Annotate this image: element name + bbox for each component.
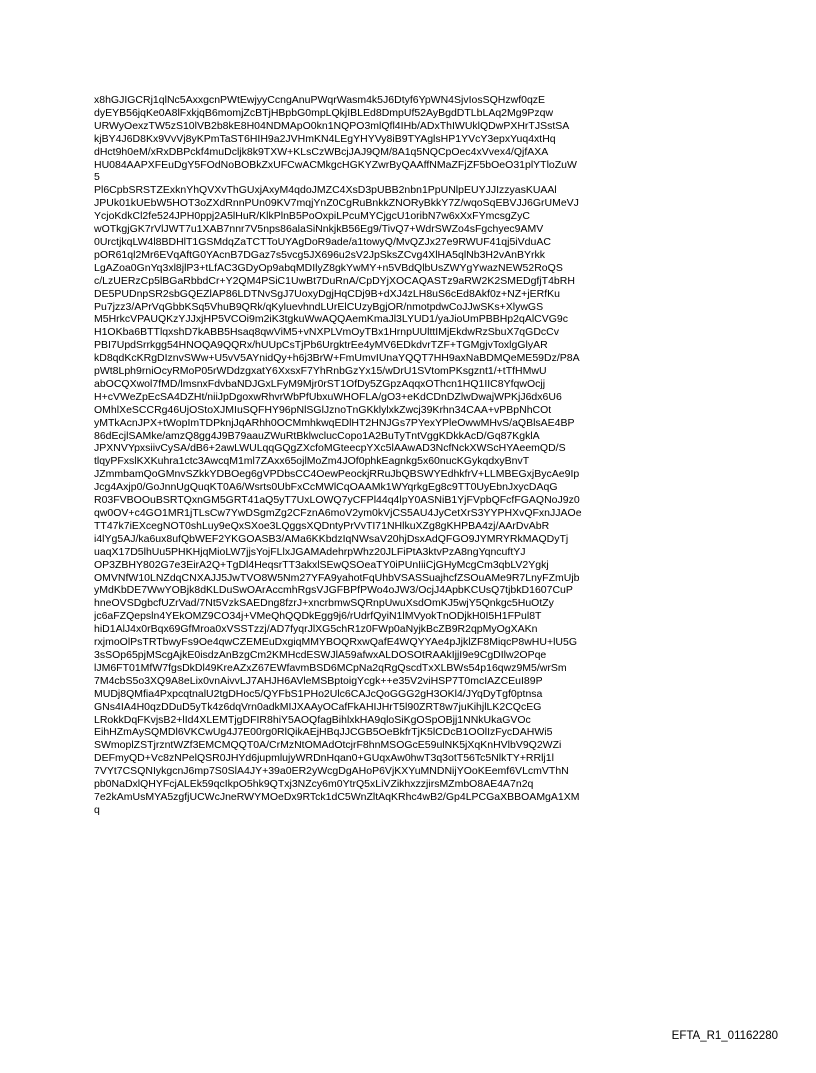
text-line: 7VYt7CSQNIykgcnJ6mp7S0SlA4JY+39a0ER2yWcgDgAHoP6VjKXYuMNDNijYOoKEemf6VLcmVThN bbox=[94, 765, 569, 778]
text-line: 7e2kAmUsMYA5zgfjUCWcJneRWYMOeDx9RTck1dC5WnZltAqKRhc4wB2/Gp4LPCGaXBBOAMgA1XM bbox=[94, 790, 580, 803]
text-line: MUDj8QMfia4PxpcqtnalU2tgDHoc5/QYFbS1PHo2Ulc6CAJcQoGGG2gH3OKl4/JYqDyTgf0ptnsa bbox=[94, 687, 543, 700]
text-line: 86dEcjlSAMke/amzQ8gg4J9B79aauZWuRtBklwclucCopo1A2BuTyTntVggKDkkAcD/Gq87KgklA bbox=[94, 429, 540, 442]
text-line: LgAZoa0GnYq3xl8jlP3+tLfAC3GDyOp9abqMDIlyZ8gkYwMY+n5VBdQlbUsZWYgYwazNEW52RoQS bbox=[94, 261, 563, 274]
text-line: Pl6CpbSRSTZExknYhQVXvThGUxjAxyM4qdoJMZC4XsD3pUBB2nbn1PpUNlpEUYJJIzzyasKUAAl bbox=[94, 184, 557, 197]
encoded-text-block bbox=[94, 94, 754, 817]
text-line: jc6aFZQepsln4YEkOMZ9CO34j+VMeQhQQDkEgg9j6/rUdrfQyiN1lMVyokTnODjkH0I5H1FPul8T bbox=[94, 610, 542, 623]
text-line: TT47k7iEXcegNOT0shLuy9eQxSXoe3LQggsXQDntyPrVvTI71NHlkuXZg8gKHPBA4zj/AArDvAbR bbox=[94, 519, 550, 532]
text-line: pOR61ql2Mr6EVqAftG0YAcnB7DGaz7s5vcg5JX696u2sV2JpSksZCvg4XlHA5qlNb3H2vAnBYrkk bbox=[94, 248, 545, 261]
text-line: JPXNVYpxsiivCySA/dB6+2awLWULqqGQgZXcfoMGteecpYXc5lAAwAD3NcfNckXWScHYAeemQD/S bbox=[94, 442, 566, 455]
text-line: JZmmbamQoGMnvSZkkYDBOeg6gVPDbsCC4OewPeockjRRuJbQBSWYEdhkfrV+LLMBEGxjBycAe9Ip bbox=[94, 468, 580, 481]
text-line: c/LzUERzCp5lBGaRbbdCr+Y2QM4PSiC1UwBt7DuRnA/CpDYjXOCAQASTz9aRW2K2SMEDgfjT4bRH bbox=[94, 274, 575, 287]
text-line: hneOVSDgbcfUZrVad/7Nt5VzkSAEDng8fzrJ+xncrbmwSQRnpUwuXsdOmKJ5wjY5Qnkgc5HuOtZy bbox=[94, 597, 554, 610]
text-line: pWt8Lph9rniOcyRMoP05rWDdzgxatY6XxsxF7YhRnbGzYx15/wDrU1SVtomPKsgznt1/+tTfHMwU bbox=[94, 365, 547, 378]
text-line: dyEYB56jqKe0A8lFxkjqB6momjZcBTjHBpbG0mpLQkjIBLEd8DmpUf52AyBgdDTLbLAq2Mg9Pzqw bbox=[94, 106, 554, 119]
text-line: hiD1AlJ4x0rBqx69GfMroa0xVSSTzzj/AD7fyqrJlXG5chR1z0FWp0aNyjkBcZB9R2qpMyOgXAKn bbox=[94, 623, 538, 636]
text-line: tlqyPFxslKXKuhra1ctc3AwcqM1ml7ZAxx65ojlMoZm4JOf0phkEagnkg5x60nucKGykqdxyBnvT bbox=[94, 455, 530, 468]
text-line: M5HrkcVPAUQKzYJJxjHP5VCOi9m2iK3tgkuWwAQQAemKmaJl3LYUD1/yaJioUmPBBHp2qAlCVG9c bbox=[94, 313, 568, 326]
text-line: OMhlXeSCCRg46UjOStoXJMIuSQFHY96pNlSGlJznoTnGKklylxkZwcj39Krhn34CAA+vPBpNhCOt bbox=[94, 403, 552, 416]
text-line: HU084AAPXFEuDgY5FOdNoBOBkZxUFCwACMkgcHGKYZwrByQAAffNMaZFjZF5bOeO31plYTloZuW bbox=[94, 158, 577, 171]
text-line: DEFmyQD+Vc8zNPelQSR0JHYd6jupmlujyWRDnHqan0+GUqxAw0hwT3q3otT56Tc5NlkTY+RRlj1l bbox=[94, 752, 554, 765]
text-line: q bbox=[94, 803, 100, 816]
text-line: wOTkgjGK7rVlJWT7u1XAB7nnr7V5nps86alaSiNnkjkB56Eg9/TivQ7+WdrSWZo4sFgchyec9AMV bbox=[94, 223, 544, 236]
text-line: 5 bbox=[94, 171, 100, 184]
text-line: dHct9h0eM/xRxDBPckf4muDcljk8k9TXW+KLsCzWBcjJAJ9QM/8A1q5NQCpOec4xVvex4/QjfAXA bbox=[94, 145, 549, 158]
text-line: EihHZmAySQMDl6VKCwUg4J7E00rg0RlQikAEjHBqJJCGB5OeBkfrTjK5lCDcB1OOlIzFycDAHWi5 bbox=[94, 726, 553, 739]
text-line: 7M4cbS5o3XQ9A8eLix0vnAivvLJ7AHJH6AVleMSBptoigYcgk++e35V2viHSP7T0mcIAZCEuI89P bbox=[94, 674, 543, 687]
document-id-footer: EFTA_R1_01162280 bbox=[671, 1030, 778, 1042]
text-line: kjBY4J6D8Kx9VvVj8yKPmTaST6HIH9a2JVHmKN4LEgYHYVy8iB9TYAglsHP1YVcY3epxYuq4xtHq bbox=[94, 132, 556, 145]
text-line: yMTkAcnJPX+tWopImTDPknjJqARhh0OCMmhkwqEDlHT2HNJGs7PYexYPleOwwMHvS/aQBlsAE4BP bbox=[94, 416, 575, 429]
text-line: Pu7jzz3/APrVqGbbKSq5VhuB9QRk/qKyluevhndLUrElCUzyBgjOR/nmotpdwCoJJwSKs+XlywGS bbox=[94, 300, 544, 313]
text-line: YcjoKdkCl2fe524JPH0ppj2A5lHuR/KlkPlnB5PoOxpiLPcuMYCjgcU1oribN7w6xXxFYmcsgZyC bbox=[94, 210, 530, 223]
text-line: PBI7UpdSrrkgg54HNOQA9QQRx/hUUpCsTjPb6UrgktrEe4yMV6EDkdvrTZF+TGMgjvToxlgGlyAR bbox=[94, 339, 548, 352]
text-line: uaqX17D5lhUu5PHKHjqMioLW7jjsYojFLlxJGAMAdehrpWhz20JLFiPtA3ktvPzA8ngYqncuftYJ bbox=[94, 545, 526, 558]
text-line: GNs4IA4H0qzDDuD5yTk4z6dqVrn0adkMIJXAAyOCafFkAHIJHrT5l90ZRT8w7juKihjlLK2CQcEG bbox=[94, 700, 542, 713]
text-line: OMVNfW10LNZdqCNXAJJ5JwTVO8W5Nm27YFA9yahotFqUhbVSASSuajhcfZSOuAMe9R7LnyFZmUjb bbox=[94, 571, 580, 584]
text-line: SWmoplZSTjrzntWZf3EMCMQQT0A/CrMzNtOMAdOtcjrF8hnMSOGcE59ulNK5jXqKnHVlbV9Q2WZi bbox=[94, 739, 562, 752]
text-line: pb0NaDxlQHYFcjALEk59qcIkpO5hk9QTxj3NZcy6m0YtrQ5xLiVZikhxzzjirsMZmbO8AE4A7n2q bbox=[94, 778, 534, 791]
text-line: H1OKba6BTTlqxshD7kABB5Hsaq8qwViM5+vNXPLVmOyTBx1HrnpUUlttIMjEkdwRzSbuX7qGDcCv bbox=[94, 326, 559, 339]
text-line: yMdKbDE7WwYOBjk8dKLDuSwOArAccmhRgsVJGFBPfPWo4oJW3/OcjJ4ApbKCUsQ7tjbkD1607CuP bbox=[94, 584, 573, 597]
text-line: LRokkDqFKvjsB2+lId4XLEMTjgDFIR8hiY5AOQfagBihlxkHA9qloSiKgOSpOBjj1NNkUkaGVOc bbox=[94, 713, 531, 726]
text-line: lJM6FT01MfW7fgsDkDl49KreAZxZ67EWfavmBSD6MCpNa2qRgQscdTxXLBWs54p16qwz9M5/wrSm bbox=[94, 661, 567, 674]
text-line: H+cVWeZpEcSA4DZHt/niiJpDgoxwRhvrWbPfUbxuWHOFLA/gO3+eKdCDnDZlwDwajWPKjJ6dx6U6 bbox=[94, 390, 562, 403]
text-line: kD8qdKcKRgDIznvSWw+U5vV5AYnidQy+h6j3BrW+FmUmvIUnaYQQT7HH9axNaBDMQeME59Dz/P8A bbox=[94, 352, 580, 365]
text-line: DE5PUDnpSR2sbGQEZlAP86LDTNvSgJ7UoxyDgjHqCDj9B+dXJ4zLH8uS6cEd8Akf0z+NZ+jERfKu bbox=[94, 287, 560, 300]
text-line: rxjmoOlPsTRTbwyFs9Oe4qwCZEMEuDxgiqMMYBOQRxwQafE4WQYYAe4pJjklZF8MiqcP8wHU+lU5G bbox=[94, 636, 578, 649]
text-line: qw0OV+c4GO1MR1jTLsCw7YwDSgmZg2CFznA6moV2ym0kVjCS5AU4JyCetXrS3YYPHXvQFxnJJAOe bbox=[94, 507, 582, 519]
text-line: i4lYg5AJ/ka6ux8ufQbWEF2YKGOASB3/AMa6KKbdzIqNWsaV20hjDsxAdQFGO9JYMRYRkMAQDyTj bbox=[94, 532, 569, 545]
text-line: abOCQXwol7fMD/lmsnxFdvbaNDJGxLFyM9Mjr0rST1OfDy5ZGpzAqqxOThcn1HQ1IIC8YfqwOcjj bbox=[94, 377, 546, 390]
text-line: 0UrctjkqLW4l8BDHlT1GSMdqZaTCTToUYAgDoR9ade/a1towyQ/MvQZJx27e9RWUF41qj5iVduAC bbox=[94, 235, 551, 248]
text-line: R03FVBOOuBSRTQxnGM5GRT41aQ5yT7UxLOWQ7yCFPl44q4lpY0ASNiB1YjFVpbQFcfFGAQNoJ9z0 bbox=[94, 494, 580, 507]
text-line: x8hGJIGCRj1qlNc5AxxgcnPWtEwjyyCcngAnuPWqrWasm4k5J6Dtyf6YpWN4SjvIosSQHzwf0qzE bbox=[94, 94, 546, 106]
text-line: OP3ZBHY802G7e3EirA2Q+TgDl4HeqsrTT3akxlSEwQSOeaTY0iPUnIiiCjGHyMcgCm3qbLV2Ygkj bbox=[94, 558, 549, 571]
text-line: JPUk01kUEbW5HOT3oZXdRnnPUn09KV7mqjYnZ0CgRuBnkkZNORyBkkY7Z/wqoSqEBVJJ6GrUMeVJ bbox=[94, 197, 579, 210]
text-line: Jcg4Axjp0/GoJnnUgQuqKT0A6/Wsrts0UbFxCcMWlCqOAAMk1WYqrkgEg8c9TT0UyEbnJxycDAqG bbox=[94, 481, 558, 494]
text-line: URWyOexzTW5zS10lVB2b8kE8H04NDMApO0kn1NQPO3mlQfl4IHb/ADxThIWUklQDwPXHrTJSstSA bbox=[94, 119, 570, 132]
text-line: 3sSOp65pjMScgAjkE0isdzAnBzgCm2KMHcdESWJlA59afwxALDOSOtRAAkIjjI9e9CgDIlw2OPqe bbox=[94, 648, 547, 661]
